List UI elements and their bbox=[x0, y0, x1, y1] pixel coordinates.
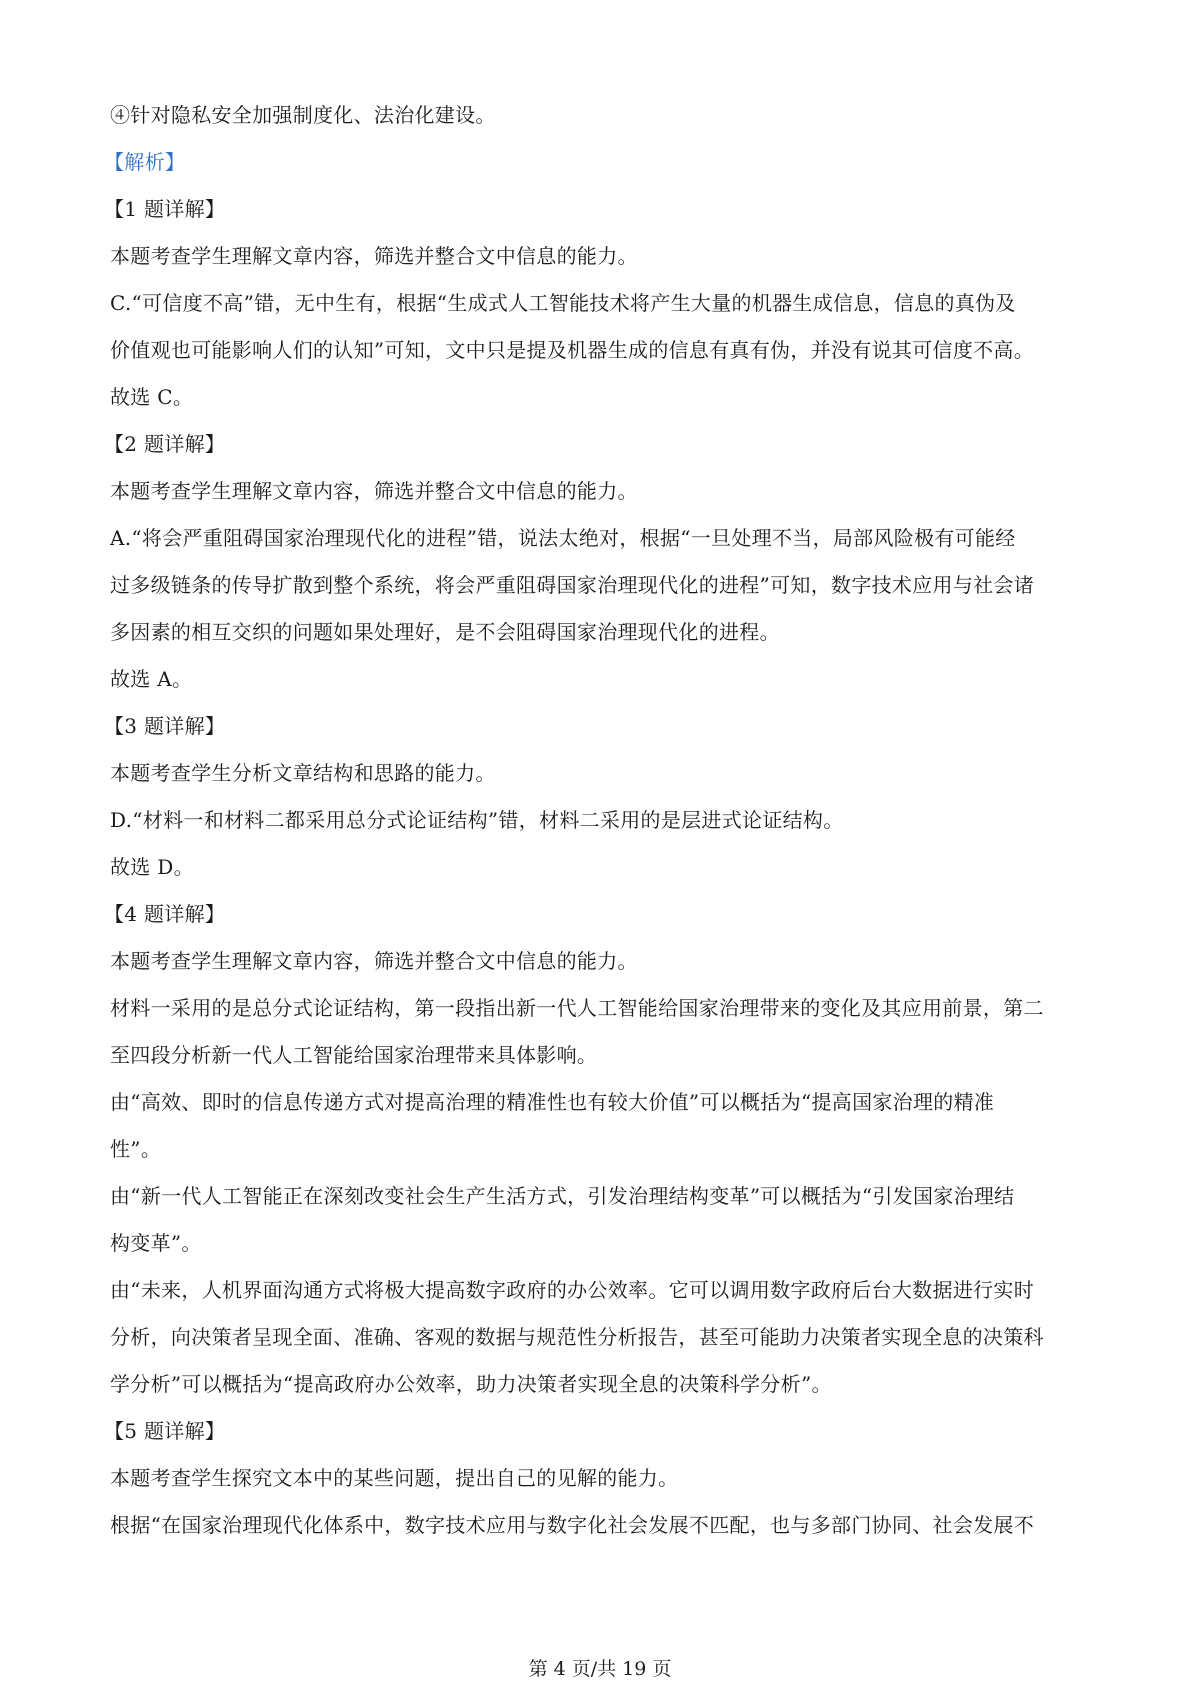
text-line: 由“高效、即时的信息传递方式对提高治理的精准性也有较大价值”可以概括为“提高国家治理的精准 bbox=[110, 1090, 995, 1114]
text-line: D.“材料一和材料二都采用总分式论证结构”错，材料二采用的是层进式论证结构。 bbox=[110, 808, 844, 832]
text-line: ④针对隐私安全加强制度化、法治化建设。 bbox=[110, 103, 496, 127]
text-line: 分析，向决策者呈现全面、准确、客观的数据与规范性分析报告，甚至可能助力决策者实现全息的决策科 bbox=[110, 1325, 1044, 1349]
text-line: 至四段分析新一代人工智能给国家治理带来具体影响。 bbox=[110, 1043, 598, 1067]
text-line: 本题考查学生理解文章内容，筛选并整合文中信息的能力。 bbox=[110, 949, 638, 973]
text-line: 故选 C。 bbox=[110, 385, 194, 409]
page-number-footer: 第 4 页/共 19 页 bbox=[528, 1658, 672, 1680]
document-body bbox=[104, 92, 1100, 1549]
analysis-label: 【解析】 bbox=[104, 150, 186, 174]
text-line: 本题考查学生理解文章内容，筛选并整合文中信息的能力。 bbox=[110, 479, 638, 503]
question-5-heading: 【5 题详解】 bbox=[104, 1419, 226, 1443]
text-line: 性”。 bbox=[110, 1137, 162, 1161]
text-line: 多因素的相互交织的问题如果处理好，是不会阻碍国家治理现代化的进程。 bbox=[110, 620, 780, 644]
text-line: 本题考查学生探究文本中的某些问题，提出自己的见解的能力。 bbox=[110, 1466, 679, 1490]
text-line: 构变革”。 bbox=[110, 1231, 202, 1255]
text-line: 故选 D。 bbox=[110, 855, 194, 879]
text-line: 根据“在国家治理现代化体系中，数字技术应用与数字化社会发展不匹配，也与多部门协同、社会发展不 bbox=[110, 1513, 1035, 1537]
text-line: 过多级链条的传导扩散到整个系统，将会严重阻碍国家治理现代化的进程”可知，数字技术应用与社会诸 bbox=[110, 573, 1035, 597]
text-line: A.“将会严重阻碍国家治理现代化的进程”错，说法太绝对，根据“一旦处理不当，局部风险极有可能经 bbox=[110, 526, 1016, 550]
question-1-heading: 【1 题详解】 bbox=[104, 197, 226, 221]
question-3-heading: 【3 题详解】 bbox=[104, 714, 226, 738]
question-4-heading: 【4 题详解】 bbox=[104, 902, 226, 926]
text-line: 材料一采用的是总分式论证结构，第一段指出新一代人工智能给国家治理带来的变化及其应用前景，第二 bbox=[110, 996, 1044, 1020]
question-2-heading: 【2 题详解】 bbox=[104, 432, 226, 456]
text-line: 由“新一代人工智能正在深刻改变社会生产生活方式，引发治理结构变革”可以概括为“引发国家治理结 bbox=[110, 1184, 1015, 1208]
text-line: 由“未来，人机界面沟通方式将极大提高数字政府的办公效率。它可以调用数字政府后台大数据进行实时 bbox=[110, 1278, 1035, 1302]
text-line: 价值观也可能影响人们的认知”可知，文中只是提及机器生成的信息有真有伪，并没有说其可信度不高。 bbox=[110, 338, 1035, 362]
text-line: 学分析”可以概括为“提高政府办公效率，助力决策者实现全息的决策科学分析”。 bbox=[110, 1372, 832, 1396]
text-line: 本题考查学生理解文章内容，筛选并整合文中信息的能力。 bbox=[110, 244, 638, 268]
text-line: C.“可信度不高”错，无中生有，根据“生成式人工智能技术将产生大量的机器生成信息，信息的真伪及 bbox=[110, 291, 1016, 315]
text-line: 故选 A。 bbox=[110, 667, 193, 691]
text-line: 本题考查学生分析文章结构和思路的能力。 bbox=[110, 761, 496, 785]
